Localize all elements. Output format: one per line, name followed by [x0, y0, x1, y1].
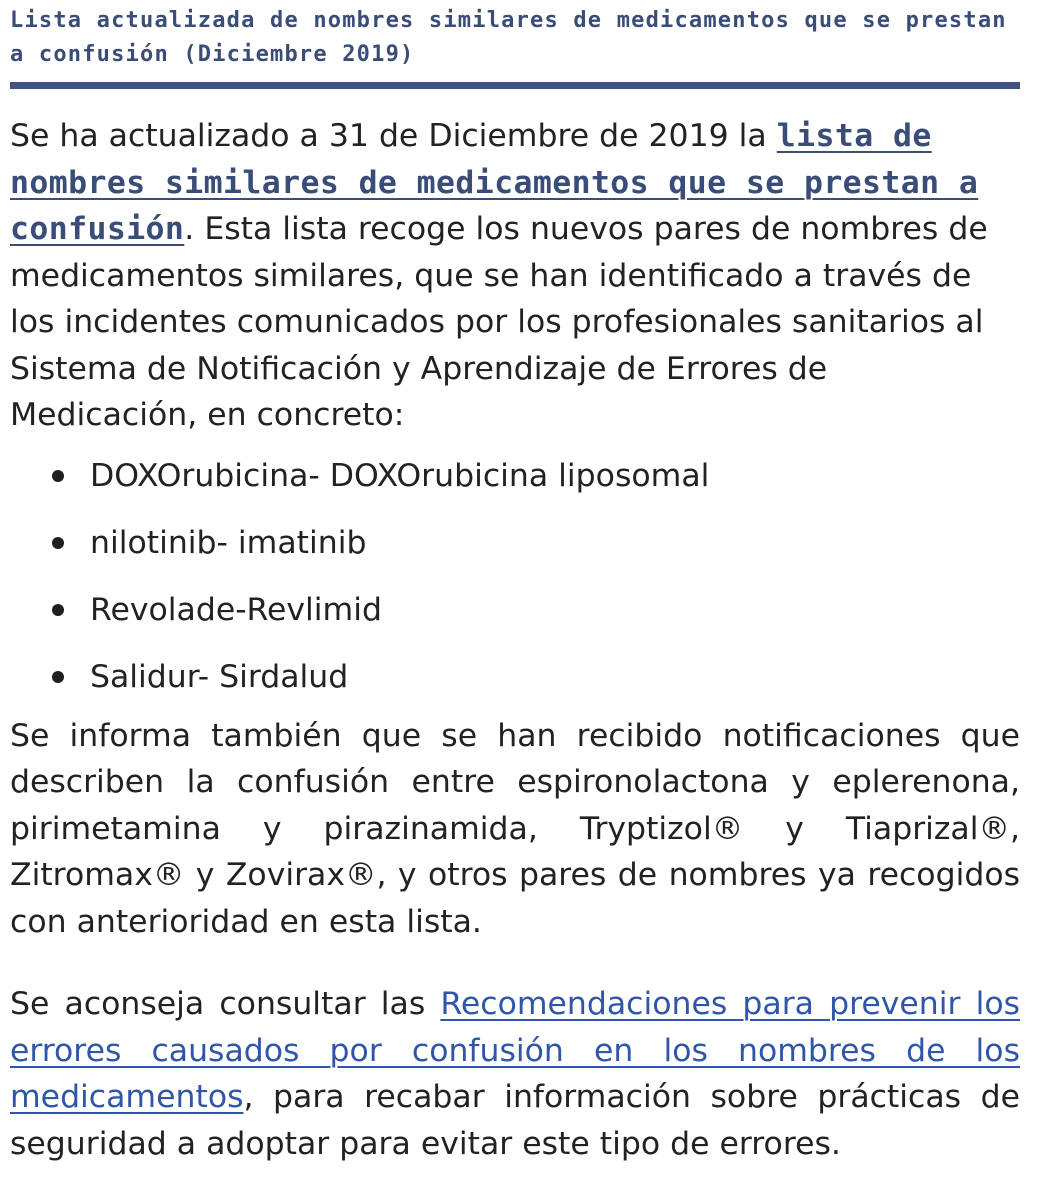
- intro-text-start: Se ha actualizado a 31 de Diciembre de 2019 la: [10, 118, 777, 154]
- page-title: Lista actualizada de nombres similares de medicamentos que se prestan a confusión (Diciembre 2019): [10, 4, 1020, 89]
- drug-pair-text: Salidur- Sirdalud: [90, 658, 349, 695]
- bullet-icon: [52, 537, 64, 549]
- intro-text-end: . Esta lista recoge los nuevos pares de nombres de medicamentos similares, que se han identificado a través de los incidentes comunicados por los profesionales sanitarios al Sistema de Notificación y Aprendizaje de Errores de Medicación, en concreto:: [10, 211, 988, 433]
- drug-pairs-list: [10, 453, 1020, 721]
- intro-paragraph: [10, 113, 1020, 439]
- bullet-icon: [52, 470, 64, 482]
- confusion-notice-paragraph: Se informa también que se han recibido notificaciones que describen la confusión entre espironolactona y eplerenona, pirimetamina y pirazinamida, Tryptizol® y Tiaprizal®, Zitromax® y Zovirax®, y otros pares de nombres ya recogidos con anterioridad en esta lista.: [10, 717, 1020, 940]
- drug-pair-text: Revolade-Revlimid: [90, 591, 382, 628]
- bullet-icon: [52, 604, 64, 616]
- recommendations-text-start: Se aconseja consultar las: [10, 986, 441, 1022]
- bullet-icon: [52, 671, 64, 683]
- article: [10, 0, 1020, 1167]
- list-item: [48, 520, 1020, 587]
- similar-names-list-link[interactable]: lista de nombres similares de medicamentos que se prestan a confusión: [10, 118, 979, 247]
- drug-pair-text: nilotinib- imatinib: [90, 524, 367, 561]
- list-item: [48, 587, 1020, 654]
- drug-pair-text: DOXOrubicina- DOXOrubicina liposomal: [90, 457, 710, 494]
- list-item: [48, 654, 1020, 721]
- recommendations-paragraph: [10, 981, 1020, 1167]
- list-item: [48, 453, 1020, 520]
- recommendations-text-end: , para recabar información sobre prácticas de seguridad a adoptar para evitar este tipo de errores.: [10, 1079, 1020, 1162]
- recommendations-link[interactable]: Recomendaciones para prevenir los errores causados por confusión en los nombres de los medicamentos: [10, 986, 1021, 1115]
